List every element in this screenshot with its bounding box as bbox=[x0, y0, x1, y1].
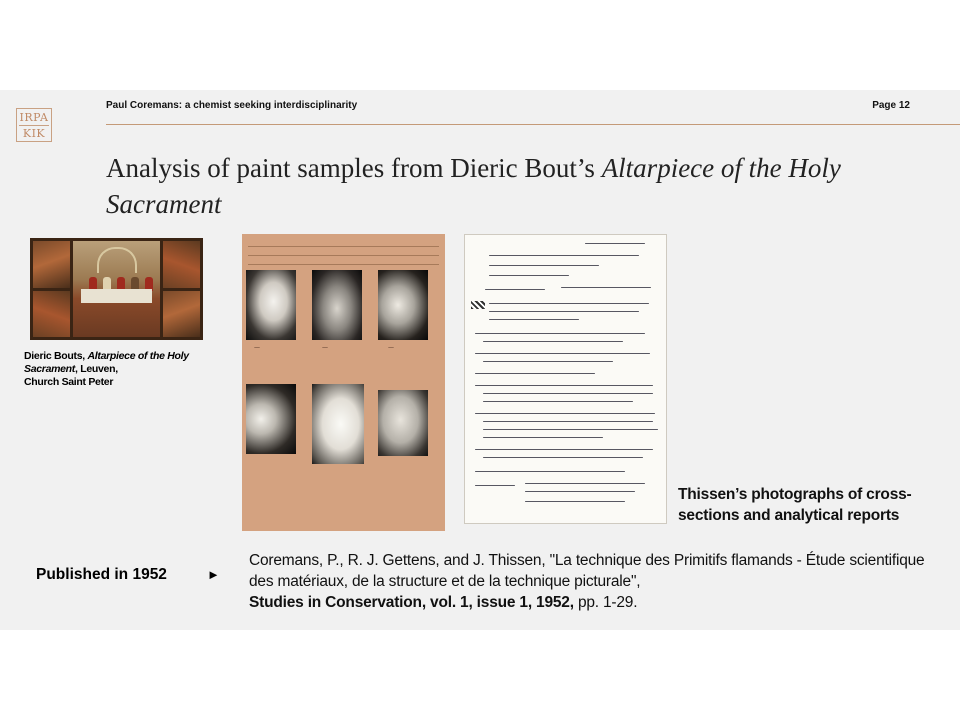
caption-place: , Leuven, bbox=[75, 363, 118, 375]
page-number: Page 12 bbox=[872, 100, 910, 111]
altarpiece-right-wing bbox=[163, 241, 200, 337]
reference-citation bbox=[249, 550, 949, 613]
panel-bottom-right bbox=[163, 291, 200, 338]
altarpiece-center-panel bbox=[73, 241, 160, 337]
logo-bottom-text: KIK bbox=[19, 125, 49, 141]
slide bbox=[0, 90, 960, 630]
photo-label-mark: — bbox=[322, 344, 328, 351]
thissen-caption: Thissen’s photographs of cross-sections and analytical reports bbox=[678, 486, 912, 524]
arrow-right-icon: ► bbox=[207, 567, 220, 582]
caption-church: Church Saint Peter bbox=[24, 376, 114, 388]
irpa-kik-logo bbox=[16, 108, 52, 142]
cross-section-photo bbox=[378, 270, 428, 340]
logo-top-text: IRPA bbox=[19, 111, 49, 124]
cross-section-photo bbox=[312, 384, 364, 464]
panel-arch bbox=[97, 247, 137, 273]
cross-section-photo-sheet bbox=[242, 234, 445, 531]
reference-authors: Coremans, P., R. J. Gettens, and J. Thissen, "La technique des Primitifs flamands - Étude scientifique des matériaux, de la structure et de la technique picturale", bbox=[249, 552, 925, 590]
altarpiece-image bbox=[30, 238, 203, 340]
photo-label-mark: — bbox=[254, 344, 260, 351]
header-divider bbox=[106, 124, 960, 125]
cross-section-photo bbox=[312, 270, 362, 340]
supper-table bbox=[81, 289, 152, 303]
slide-title-italic: Altarpiece of the Holy Sacrament bbox=[106, 153, 841, 219]
panel-top-right bbox=[163, 241, 200, 288]
panel-bottom-left bbox=[33, 291, 70, 338]
altarpiece-left-wing bbox=[33, 241, 70, 337]
published-label: Published in 1952 bbox=[36, 566, 167, 583]
sheet-header-lines bbox=[248, 238, 439, 265]
cross-section-photo bbox=[246, 384, 296, 454]
handwritten-report bbox=[464, 234, 667, 524]
photo-label-mark: — bbox=[388, 344, 394, 351]
cross-section-photo bbox=[246, 270, 296, 340]
altarpiece-caption bbox=[24, 350, 194, 389]
slide-title-text: Analysis of paint samples from Dieric Bout’s bbox=[106, 153, 602, 183]
reference-pages: pp. 1-29. bbox=[573, 594, 638, 611]
header-title: Paul Coremans: a chemist seeking interdisciplinarity bbox=[106, 100, 358, 111]
reference-journal: Studies in Conservation, vol. 1, issue 1, 1952, bbox=[249, 594, 574, 611]
slide-title bbox=[106, 150, 906, 222]
caption-work: Altarpiece of the Holy Sacrament bbox=[24, 350, 189, 375]
hatch-mark bbox=[471, 301, 485, 309]
panel-top-left bbox=[33, 241, 70, 288]
cross-section-photo bbox=[378, 390, 428, 456]
caption-artist: Dieric Bouts, bbox=[24, 350, 88, 362]
